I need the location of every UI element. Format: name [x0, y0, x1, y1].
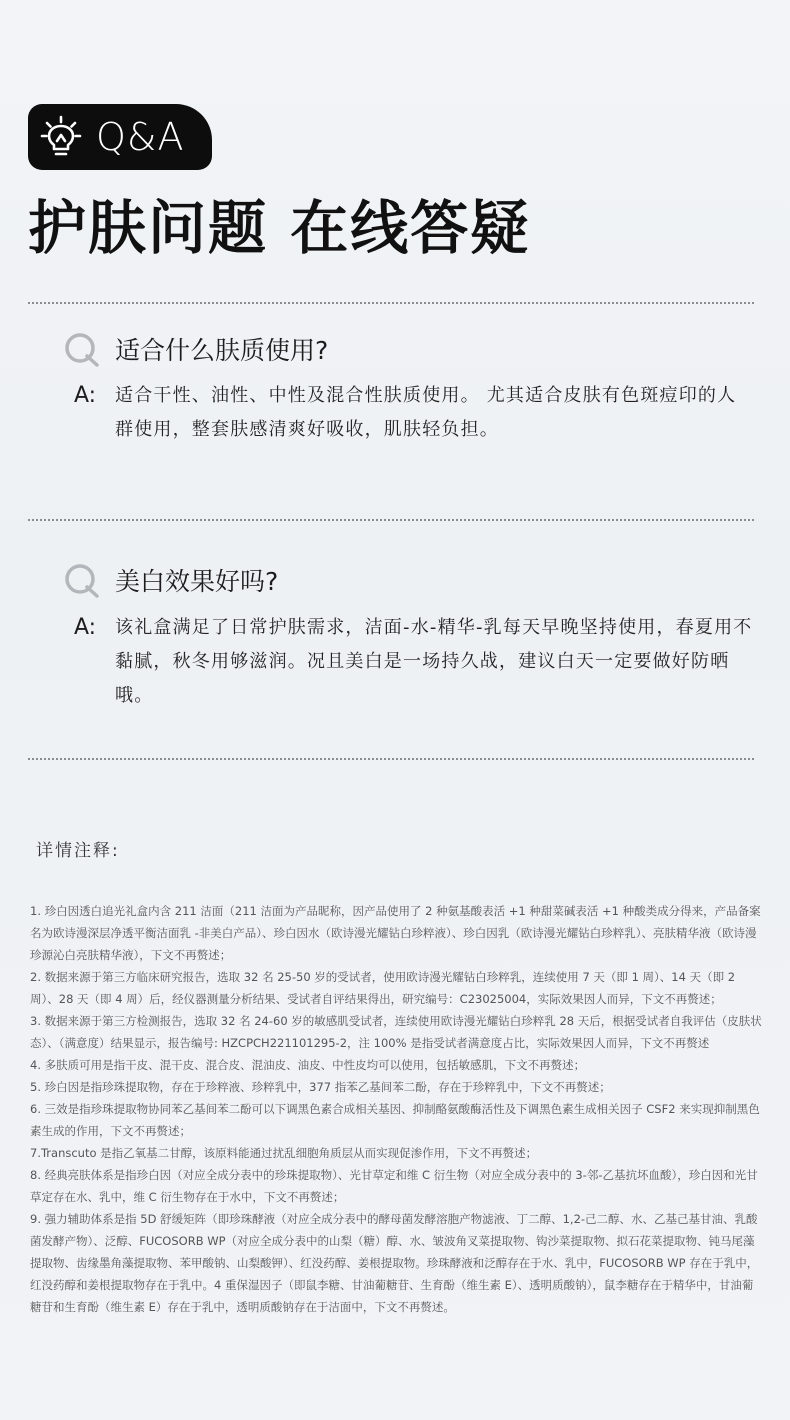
note-item: 4. 多肤质可用是指干皮、混干皮、混合皮、混油皮、油皮、中性皮均可以使用，包括敏感肌，下文不再赘述； [30, 1058, 586, 1072]
question-magnifier-icon [64, 332, 100, 368]
note-item: 9. 强力辅助体系是指 5D 舒缓矩阵（即珍珠酵液（对应全成分表中的酵母菌发酵溶胞产物滤液、丁二醇、1,2-己二醇、水、乙基己基甘油、乳酸菌发酵产物）、泛醇、FUCOSORB WP（对应全成分表中的山梨（糖）醇、水、皱波角叉菜提取物、钩沙菜提取物、拟石花菜提取物、钝马尾藻提取物、齿缘墨角藻提取物、苯甲酸钠、山梨酸钾）、红没药醇、姜根提取物。珍珠酵液和泛醇存在于水、乳中，FUCOSORB WP 存在于乳中，红没药醇和姜根提取物存在于乳中。4 重保湿因子（即鼠李糖、甘油葡糖苷、生育酚（维生素 E）、透明质酸钠），鼠李糖存在于精华中，甘油葡糖苷和生育酚（维生素 E）存在于乳中，透明质酸钠存在于洁面中，下文不再赘述。 [30, 1212, 759, 1314]
note-item: 3. 数据来源于第三方检测报告，选取 32 名 24-60 岁的敏感肌受试者，连续使用欧诗漫光耀钻白珍粹乳 28 天后，根据受试者自我评估（皮肤状态）、（满意度）结果显示，报告编号: HZCPCH221101295-2，注 100% 是指受试者满意度占比，实际效果因人而异，下文不再赘述 [30, 1014, 762, 1050]
answer-1-label: A: [74, 383, 97, 408]
qa-tag [28, 104, 212, 170]
note-item: 8. 经典亮肤体系是指珍白因（对应全成分表中的珍珠提取物）、光甘草定和维 C 衍生物（对应全成分表中的 3-邻-乙基抗坏血酸），珍白因和光甘草定存在水、乳中，维 C 衍生物存在于水中，下文不再赘述； [30, 1168, 758, 1204]
question-1: 适合什么肤质使用? [115, 336, 329, 365]
note-item: 7.Transcuto 是指乙氧基二甘醇，该原料能通过扰乱细胞角质层从而实现促渗作用，下文不再赘述； [30, 1146, 538, 1160]
question-magnifier-icon [64, 563, 100, 599]
tag-label: Q&A [96, 115, 185, 159]
question-2: 美白效果好吗? [115, 567, 279, 596]
divider [28, 758, 754, 760]
divider [28, 302, 754, 304]
notes-title: 详情注释: [36, 841, 120, 861]
divider [28, 519, 754, 521]
lightbulb-icon [38, 114, 84, 160]
page-title: 护肤问题 在线答疑 [28, 194, 531, 262]
note-item: 5. 珍白因是指珍珠提取物，存在于珍粹液、珍粹乳中，377 指苯乙基间苯二酚，存在于珍粹乳中，下文不再赘述； [30, 1080, 611, 1094]
note-item: 2. 数据来源于第三方临床研究报告，选取 32 名 25-50 岁的受试者，使用欧诗漫光耀钻白珍粹乳，连续使用 7 天（即 1 周）、14 天（即 2 周）、28 天（即 4 周）后，经仪器测量分析结果、受试者自评结果得出，研究编号：C23025004，实际效果因人而异，下文不再赘述； [30, 970, 736, 1006]
answer-1: 适合干性、油性、中性及混合性肤质使用。 尤其适合皮肤有色斑痘印的人群使用，整套肤感清爽好吸收，肌肤轻负担。 [115, 385, 737, 440]
answer-2-label: A: [74, 615, 97, 640]
note-item: 1. 珍白因透白追光礼盒内含 211 洁面（211 洁面为产品昵称，因产品使用了 2 种氨基酸表活 +1 种甜菜碱表活 +1 种酸类成分得来，产品备案名为欧诗漫深层净透平衡洁面乳 -非美白产品）、珍白因水（欧诗漫光耀钻白珍粹液）、珍白因乳（欧诗漫光耀钻白珍粹乳）、亮肤精华液（欧诗漫珍源沁白亮肤精华液），下文不再赘述； [30, 904, 761, 962]
note-item: 6. 三效是指珍珠提取物协同苯乙基间苯二酚可以下调黑色素合成相关基因、抑制酪氨酸酶活性及下调黑色素生成相关因子 CSF2 来实现抑制黑色素生成的作用，下文不再赘述； [30, 1102, 760, 1138]
answer-2: 该礼盒满足了日常护肤需求，洁面-水-精华-乳每天早晚坚持使用，春夏用不黏腻，秋冬用够滋润。况且美白是一场持久战，建议白天一定要做好防晒哦。 [115, 617, 753, 706]
notes-list [30, 900, 762, 1318]
